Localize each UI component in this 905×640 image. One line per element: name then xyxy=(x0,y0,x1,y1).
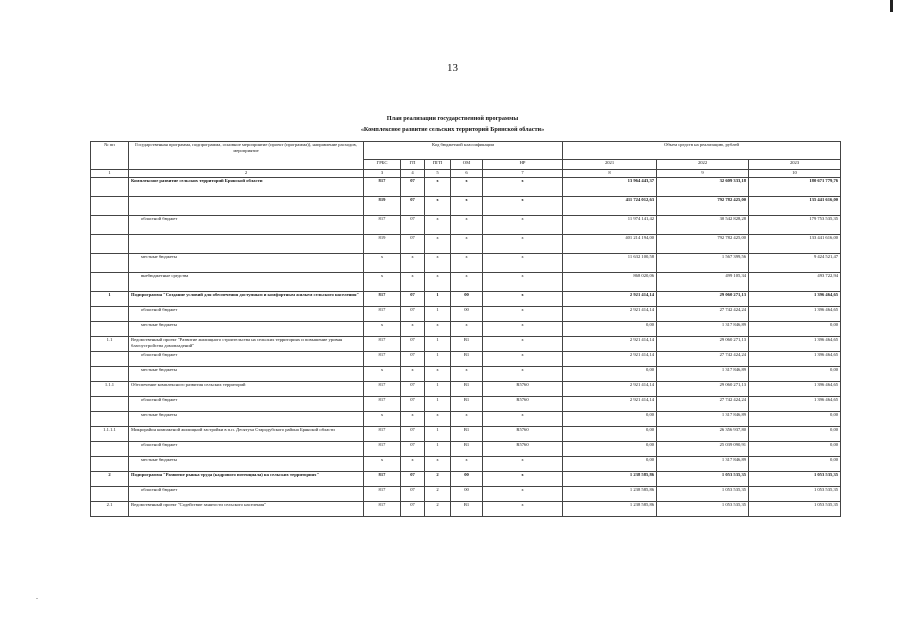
row-amount-2022: 1 317 846,89 xyxy=(657,457,749,472)
row-num xyxy=(91,367,129,382)
row-num: 2.1 xyxy=(91,502,129,517)
row-nr: x xyxy=(483,457,563,472)
row-amount-2023: 0,00 xyxy=(749,322,841,337)
row-gp: 07 xyxy=(401,472,425,487)
row-nr: x xyxy=(483,178,563,197)
table-row xyxy=(91,254,841,273)
row-amount-2021: 1 238 585,86 xyxy=(563,472,657,487)
row-om: x xyxy=(451,216,483,235)
row-om: x xyxy=(451,322,483,337)
header-index: 3 xyxy=(364,170,401,178)
row-grbs: 817 xyxy=(364,337,401,352)
row-name xyxy=(129,235,364,254)
row-amount-2022: 499 105,34 xyxy=(657,273,749,292)
row-pgp: 1 xyxy=(425,442,451,457)
table-row xyxy=(91,197,841,216)
row-om: B1 xyxy=(451,427,483,442)
row-amount-2021: 2 921 414,14 xyxy=(563,292,657,307)
scan-speck xyxy=(36,598,38,599)
row-om: x xyxy=(451,254,483,273)
row-amount-2021: 1 238 585,86 xyxy=(563,502,657,517)
row-nr: R5760 xyxy=(483,442,563,457)
row-amount-2022: 27 742 424,24 xyxy=(657,397,749,412)
row-name: областной бюджет xyxy=(129,397,364,412)
row-name: областной бюджет xyxy=(129,487,364,502)
row-gp: 07 xyxy=(401,352,425,367)
header-col-nr: НР xyxy=(483,160,563,170)
row-grbs: 817 xyxy=(364,352,401,367)
row-pgp: 2 xyxy=(425,502,451,517)
row-amount-2022: 1 567 399,56 xyxy=(657,254,749,273)
row-name: Комплексное развитие сельских территорий Брянской области xyxy=(129,178,364,197)
row-grbs: 817 xyxy=(364,397,401,412)
table-row xyxy=(91,337,841,352)
row-grbs: 817 xyxy=(364,307,401,322)
row-num xyxy=(91,254,129,273)
row-om: B1 xyxy=(451,382,483,397)
row-grbs: x xyxy=(364,322,401,337)
row-amount-2023: 0,00 xyxy=(749,442,841,457)
row-gp: x xyxy=(401,322,425,337)
row-gp: 07 xyxy=(401,307,425,322)
table-row xyxy=(91,412,841,427)
row-name: местные бюджеты xyxy=(129,322,364,337)
row-gp: 07 xyxy=(401,382,425,397)
row-amount-2023: 180 671 779,76 xyxy=(749,178,841,197)
row-om: x xyxy=(451,457,483,472)
row-amount-2022: 792 782 425,00 xyxy=(657,235,749,254)
row-amount-2022: 26 356 937,80 xyxy=(657,427,749,442)
row-gp: x xyxy=(401,273,425,292)
table-row xyxy=(91,322,841,337)
row-amount-2021: 0,00 xyxy=(563,442,657,457)
row-amount-2021: 11 632 100,58 xyxy=(563,254,657,273)
row-num xyxy=(91,352,129,367)
row-pgp: x xyxy=(425,235,451,254)
row-nr: x xyxy=(483,235,563,254)
row-om: B1 xyxy=(451,337,483,352)
row-om: x xyxy=(451,367,483,382)
row-om: 00 xyxy=(451,307,483,322)
row-name: областной бюджет xyxy=(129,442,364,457)
header-index: 2 xyxy=(129,170,364,178)
row-amount-2023: 133 441 616,00 xyxy=(749,235,841,254)
row-amount-2021: 0,00 xyxy=(563,427,657,442)
row-amount-2022: 29 060 271,13 xyxy=(657,337,749,352)
header-amount-group: Объем средств на реализацию, рублей xyxy=(563,142,841,160)
row-amount-2022: 25 039 090,91 xyxy=(657,442,749,457)
row-name: внебюджетные средства xyxy=(129,273,364,292)
table-row xyxy=(91,382,841,397)
row-name: Микрорайон компактной жилищной застройки в п.п. Десятуха Стародубского района Брянской области xyxy=(129,427,364,442)
row-amount-2021: 2 921 414,14 xyxy=(563,397,657,412)
row-grbs: 817 xyxy=(364,427,401,442)
header-code-group: Код бюджетной классификации xyxy=(364,142,563,160)
header-num: № пп xyxy=(91,142,129,170)
table-row xyxy=(91,427,841,442)
row-name: Обеспечение комплексного развития сельских территорий xyxy=(129,382,364,397)
table-row xyxy=(91,457,841,472)
row-amount-2023: 0,00 xyxy=(749,367,841,382)
header-year-2023: 2023 xyxy=(749,160,841,170)
row-pgp: x xyxy=(425,197,451,216)
row-amount-2021: 0,00 xyxy=(563,457,657,472)
row-nr: x xyxy=(483,352,563,367)
row-nr: x xyxy=(483,322,563,337)
row-pgp: 2 xyxy=(425,487,451,502)
row-num xyxy=(91,216,129,235)
row-nr: x xyxy=(483,273,563,292)
row-gp: 07 xyxy=(401,337,425,352)
row-num xyxy=(91,235,129,254)
row-amount-2021: 2 921 414,14 xyxy=(563,382,657,397)
row-gp: 07 xyxy=(401,442,425,457)
row-num: 1 xyxy=(91,292,129,307)
table-row xyxy=(91,235,841,254)
row-amount-2023: 1 053 535,35 xyxy=(749,472,841,487)
row-amount-2022: 30 542 828,28 xyxy=(657,216,749,235)
row-nr: x xyxy=(483,412,563,427)
row-name: областной бюджет xyxy=(129,352,364,367)
row-amount-2023: 1 396 464,65 xyxy=(749,292,841,307)
header-year-2022: 2022 xyxy=(657,160,749,170)
row-pgp: x xyxy=(425,273,451,292)
row-num: 1.1.1 xyxy=(91,382,129,397)
row-num xyxy=(91,178,129,197)
row-grbs: 819 xyxy=(364,235,401,254)
row-amount-2022: 1 053 535,35 xyxy=(657,502,749,517)
row-grbs: 817 xyxy=(364,502,401,517)
row-gp: 07 xyxy=(401,178,425,197)
row-amount-2022: 1 317 846,89 xyxy=(657,412,749,427)
row-om: 00 xyxy=(451,292,483,307)
row-amount-2023: 1 396 464,65 xyxy=(749,352,841,367)
row-amount-2022: 1 053 535,35 xyxy=(657,487,749,502)
row-amount-2022: 1 053 535,35 xyxy=(657,472,749,487)
row-amount-2021: 11 974 141,42 xyxy=(563,216,657,235)
row-grbs: 817 xyxy=(364,472,401,487)
row-amount-2022: 29 060 271,13 xyxy=(657,382,749,397)
header-col-grbs: ГРБС xyxy=(364,160,401,170)
row-nr: x xyxy=(483,292,563,307)
row-amount-2021: 2 921 414,14 xyxy=(563,337,657,352)
row-gp: x xyxy=(401,457,425,472)
row-om: 00 xyxy=(451,472,483,487)
row-om: B1 xyxy=(451,502,483,517)
row-num: 1.1 xyxy=(91,337,129,352)
row-gp: 07 xyxy=(401,397,425,412)
row-amount-2022: 792 782 425,00 xyxy=(657,197,749,216)
header-index: 7 xyxy=(483,170,563,178)
row-grbs: 817 xyxy=(364,216,401,235)
row-name: Ведомственный проект "Содействие занятости сельского населения" xyxy=(129,502,364,517)
row-nr: x xyxy=(483,254,563,273)
row-pgp: x xyxy=(425,178,451,197)
scan-corner-mark xyxy=(890,0,893,12)
row-om: x xyxy=(451,235,483,254)
row-om: B1 xyxy=(451,397,483,412)
row-gp: 07 xyxy=(401,235,425,254)
row-pgp: 1 xyxy=(425,307,451,322)
header-index: 5 xyxy=(425,170,451,178)
row-pgp: 1 xyxy=(425,397,451,412)
row-name: Ведомственный проект "Развитие жилищного строительства на сельских территориях и повышение уровня благоустройства домовладений" xyxy=(129,337,364,352)
row-num xyxy=(91,322,129,337)
row-num xyxy=(91,412,129,427)
row-amount-2022: 27 742 424,24 xyxy=(657,307,749,322)
row-gp: x xyxy=(401,412,425,427)
row-amount-2021: 0,00 xyxy=(563,322,657,337)
row-grbs: 817 xyxy=(364,487,401,502)
header-name: Государственная программа, подпрограмма, основное мероприятие (проект (программа)), направление расходов, мероприятие xyxy=(129,142,364,170)
header-year-2021: 2021 xyxy=(563,160,657,170)
row-amount-2023: 1 396 464,65 xyxy=(749,337,841,352)
row-pgp: 1 xyxy=(425,337,451,352)
row-grbs: 817 xyxy=(364,292,401,307)
row-pgp: 1 xyxy=(425,427,451,442)
row-grbs: x xyxy=(364,273,401,292)
header-index: 6 xyxy=(451,170,483,178)
row-amount-2021: 0,00 xyxy=(563,412,657,427)
row-grbs: x xyxy=(364,412,401,427)
row-om: x xyxy=(451,178,483,197)
row-amount-2023: 1 053 535,35 xyxy=(749,487,841,502)
row-nr: R5760 xyxy=(483,427,563,442)
row-pgp: x xyxy=(425,367,451,382)
row-amount-2021: 2 921 414,14 xyxy=(563,307,657,322)
table-row xyxy=(91,487,841,502)
row-nr: x xyxy=(483,472,563,487)
title-line-1: План реализации государственной программы xyxy=(386,115,519,122)
row-gp: 07 xyxy=(401,216,425,235)
row-num xyxy=(91,457,129,472)
row-nr: x xyxy=(483,307,563,322)
row-nr: x xyxy=(483,197,563,216)
row-om: x xyxy=(451,273,483,292)
row-pgp: x xyxy=(425,216,451,235)
row-gp: 07 xyxy=(401,487,425,502)
row-amount-2023: 0,00 xyxy=(749,427,841,442)
table-row xyxy=(91,367,841,382)
row-num xyxy=(91,197,129,216)
row-name xyxy=(129,197,364,216)
row-nr: x xyxy=(483,502,563,517)
row-amount-2023: 1 396 464,65 xyxy=(749,307,841,322)
row-grbs: x xyxy=(364,457,401,472)
row-amount-2022: 32 609 333,18 xyxy=(657,178,749,197)
row-grbs: x xyxy=(364,367,401,382)
row-pgp: 1 xyxy=(425,352,451,367)
row-grbs: 817 xyxy=(364,178,401,197)
row-name: местные бюджеты xyxy=(129,412,364,427)
header-index: 4 xyxy=(401,170,425,178)
row-nr: x xyxy=(483,216,563,235)
row-pgp: x xyxy=(425,254,451,273)
row-amount-2022: 27 742 424,24 xyxy=(657,352,749,367)
row-name: Подпрограмма "Создание условий для обеспечения доступным и комфортным жильем сельского населения" xyxy=(129,292,364,307)
page-number: 13 xyxy=(447,62,458,74)
header-index: 9 xyxy=(657,170,749,178)
row-amount-2023: 0,00 xyxy=(749,457,841,472)
row-name: Подпрограмма "Развитие рынка труда (кадрового потенциала) на сельских территориях" xyxy=(129,472,364,487)
row-name: местные бюджеты xyxy=(129,254,364,273)
row-num xyxy=(91,487,129,502)
table-row xyxy=(91,352,841,367)
table-row xyxy=(91,442,841,457)
row-gp: 07 xyxy=(401,502,425,517)
row-pgp: x xyxy=(425,322,451,337)
row-num xyxy=(91,397,129,412)
row-amount-2022: 1 317 846,89 xyxy=(657,367,749,382)
row-num xyxy=(91,442,129,457)
document-title xyxy=(0,113,905,135)
row-nr: x xyxy=(483,367,563,382)
row-amount-2023: 1 396 464,65 xyxy=(749,397,841,412)
row-om: 00 xyxy=(451,487,483,502)
row-amount-2021: 13 964 443,37 xyxy=(563,178,657,197)
row-name: местные бюджеты xyxy=(129,367,364,382)
row-amount-2023: 135 441 616,00 xyxy=(749,197,841,216)
header-col-gp: ГП xyxy=(401,160,425,170)
header-col-pgp: ПГП xyxy=(425,160,451,170)
row-amount-2023: 493 722,94 xyxy=(749,273,841,292)
row-grbs: x xyxy=(364,254,401,273)
row-amount-2023: 9 424 521,47 xyxy=(749,254,841,273)
row-pgp: 2 xyxy=(425,472,451,487)
row-amount-2021: 0,00 xyxy=(563,367,657,382)
row-amount-2023: 0,00 xyxy=(749,412,841,427)
header-index: 10 xyxy=(749,170,841,178)
row-amount-2021: 2 921 414,14 xyxy=(563,352,657,367)
header-col-om: ОМ xyxy=(451,160,483,170)
row-name: областной бюджет xyxy=(129,307,364,322)
row-amount-2022: 1 317 846,89 xyxy=(657,322,749,337)
table-row xyxy=(91,397,841,412)
row-name: местные бюджеты xyxy=(129,457,364,472)
row-amount-2021: 411 724 012,63 xyxy=(563,197,657,216)
row-gp: 07 xyxy=(401,292,425,307)
row-num xyxy=(91,273,129,292)
row-amount-2021: 401 214 194,00 xyxy=(563,235,657,254)
row-om: x xyxy=(451,412,483,427)
row-gp: 07 xyxy=(401,197,425,216)
row-name: областной бюджет xyxy=(129,216,364,235)
table-row xyxy=(91,292,841,307)
table-row xyxy=(91,307,841,322)
row-grbs: 817 xyxy=(364,442,401,457)
row-num: 1.1.1.1 xyxy=(91,427,129,442)
header-index: 8 xyxy=(563,170,657,178)
row-pgp: x xyxy=(425,457,451,472)
table-row xyxy=(91,502,841,517)
table-row xyxy=(91,178,841,197)
plan-table xyxy=(90,141,841,517)
row-amount-2023: 1 053 535,35 xyxy=(749,502,841,517)
row-amount-2022: 29 060 271,13 xyxy=(657,292,749,307)
row-pgp: x xyxy=(425,412,451,427)
row-grbs: 819 xyxy=(364,197,401,216)
row-pgp: 1 xyxy=(425,382,451,397)
row-gp: x xyxy=(401,367,425,382)
row-num xyxy=(91,307,129,322)
row-nr: x xyxy=(483,337,563,352)
row-nr: x xyxy=(483,487,563,502)
row-amount-2021: 1 238 585,86 xyxy=(563,487,657,502)
row-amount-2023: 1 396 464,65 xyxy=(749,382,841,397)
row-gp: x xyxy=(401,254,425,273)
row-om: x xyxy=(451,197,483,216)
header-index: 1 xyxy=(91,170,129,178)
table-row xyxy=(91,216,841,235)
row-nr: R5760 xyxy=(483,397,563,412)
table-row xyxy=(91,472,841,487)
row-grbs: 817 xyxy=(364,382,401,397)
row-gp: 07 xyxy=(401,427,425,442)
row-amount-2023: 179 753 535,35 xyxy=(749,216,841,235)
row-amount-2021: 868 020,06 xyxy=(563,273,657,292)
row-pgp: 1 xyxy=(425,292,451,307)
title-line-2: «Комплексное развитие сельских территорий Брянской области» xyxy=(360,126,545,133)
row-om: B1 xyxy=(451,442,483,457)
row-num: 2 xyxy=(91,472,129,487)
table-row xyxy=(91,273,841,292)
row-nr: R5760 xyxy=(483,382,563,397)
row-om: B1 xyxy=(451,352,483,367)
